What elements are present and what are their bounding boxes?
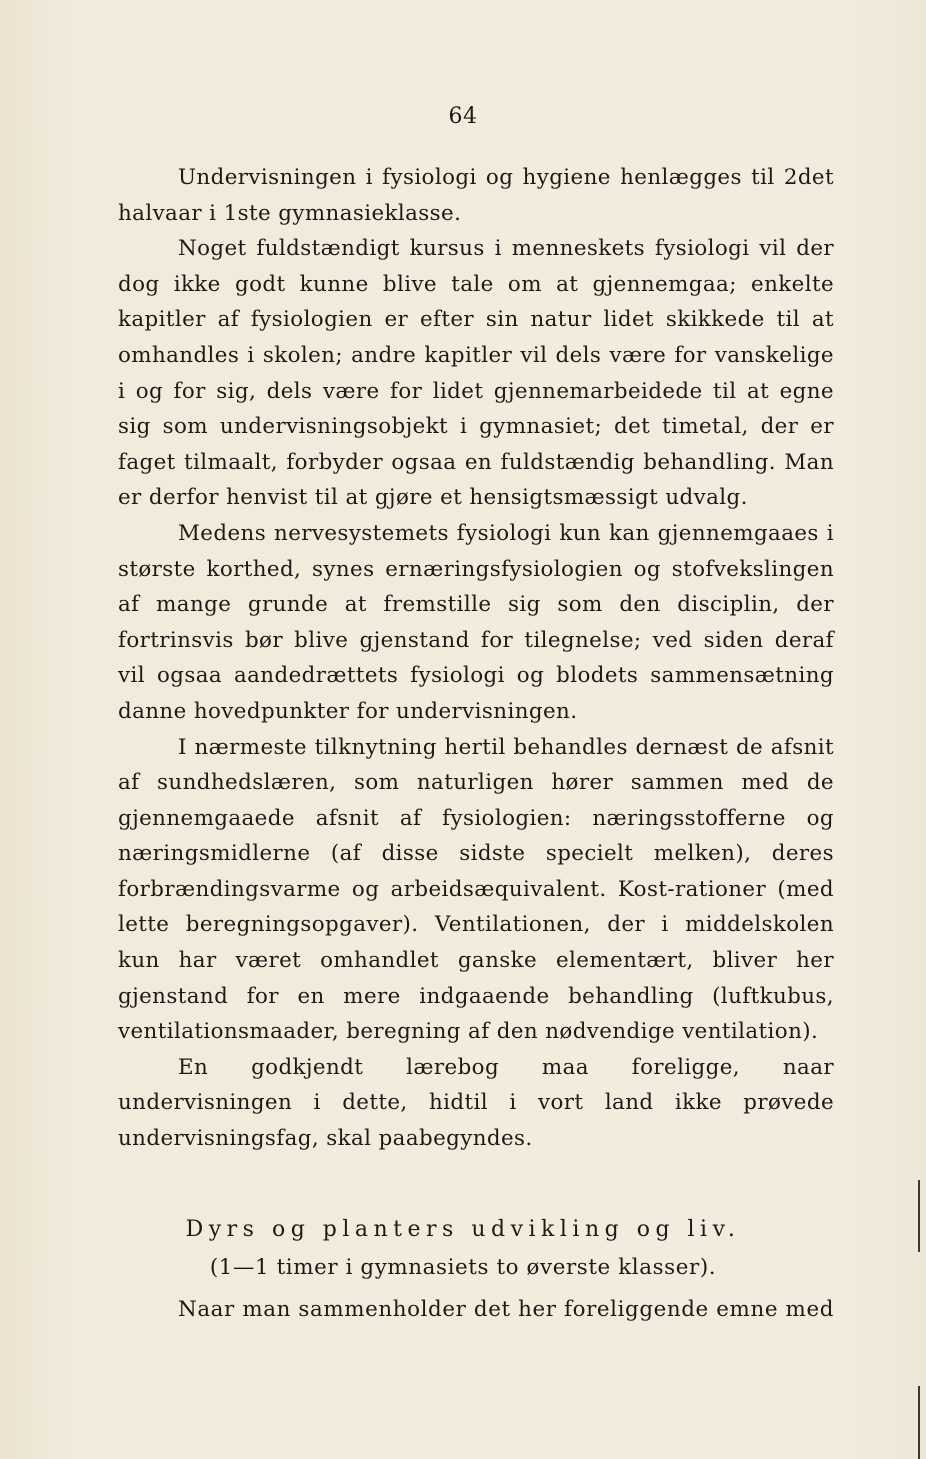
paragraph: I nærmeste tilknytning hertil behandles dernæst de afsnit af sundhedslæren, som naturligen hører sammen med de gjennemgaaede afsnit af fysiologien: næringsstofferne og næringsmidlerne (af disse sidste specielt melken), deres forbrændingsvarme og arbeidsæquivalent. Kost-rationer (med lette beregningsopgaver). Ventilationen, der i middelskolen kun har været omhandlet ganske elementært, bliver her gjenstand for en mere indgaaende behandling (luftkubus, ventilationsmaader, beregning af den nødvendige ventilation).: [118, 734, 834, 1045]
section-subheading: (1—1 timer i gymnasiets to øverste klasser).: [209, 1255, 717, 1280]
paragraph: Medens nervesystemets fysiologi kun kan gjennemgaaes i største korthed, synes ernæringsfysiologien og stofvekslingen af mange grunde at fremstille sig som den disciplin, der fortrinsvis bør blive gjenstand for tilegnelse; ved siden deraf vil ogsaa aandedrættets fysiologi og blodets sammensætning danne hovedpunkter for undervisningen.: [118, 520, 834, 724]
paragraph: Naar man sammenholder det her foreliggende emne med: [178, 1297, 834, 1322]
paragraph: Noget fuldstændigt kursus i menneskets fysiologi vil der dog ikke godt kunne blive tale om at gjennemgaa; enkelte kapitler af fysiologien er efter sin natur lidet skikkede til at omhandles i skolen; andre kapitler vil dels være for vanskelige i og for sig, dels være for lidet gjennemarbeidede til at egne sig som undervisningsobjekt i gymnasiet; det timetal, der er faget tilmaalt, forbyder ogsaa en fuldstændig behandling. Man er derfor henvist til at gjøre et hensigtsmæssigt udvalg.: [118, 236, 834, 511]
page-edge-mark: [918, 1386, 920, 1459]
body-text: [118, 160, 834, 1157]
section-heading: Dyrs og planters udvikling og liv.: [185, 1217, 741, 1242]
page-number: 64: [448, 104, 478, 129]
paragraph: En godkjendt lærebog maa foreligge, naar undervisningen i dette, hidtil i vort land ikke prøvede undervisningsfag, skal paabegyndes.: [118, 1054, 834, 1152]
paragraph: Undervisningen i fysiologi og hygiene henlægges til 2det halvaar i 1ste gymnasieklasse.: [118, 165, 834, 226]
